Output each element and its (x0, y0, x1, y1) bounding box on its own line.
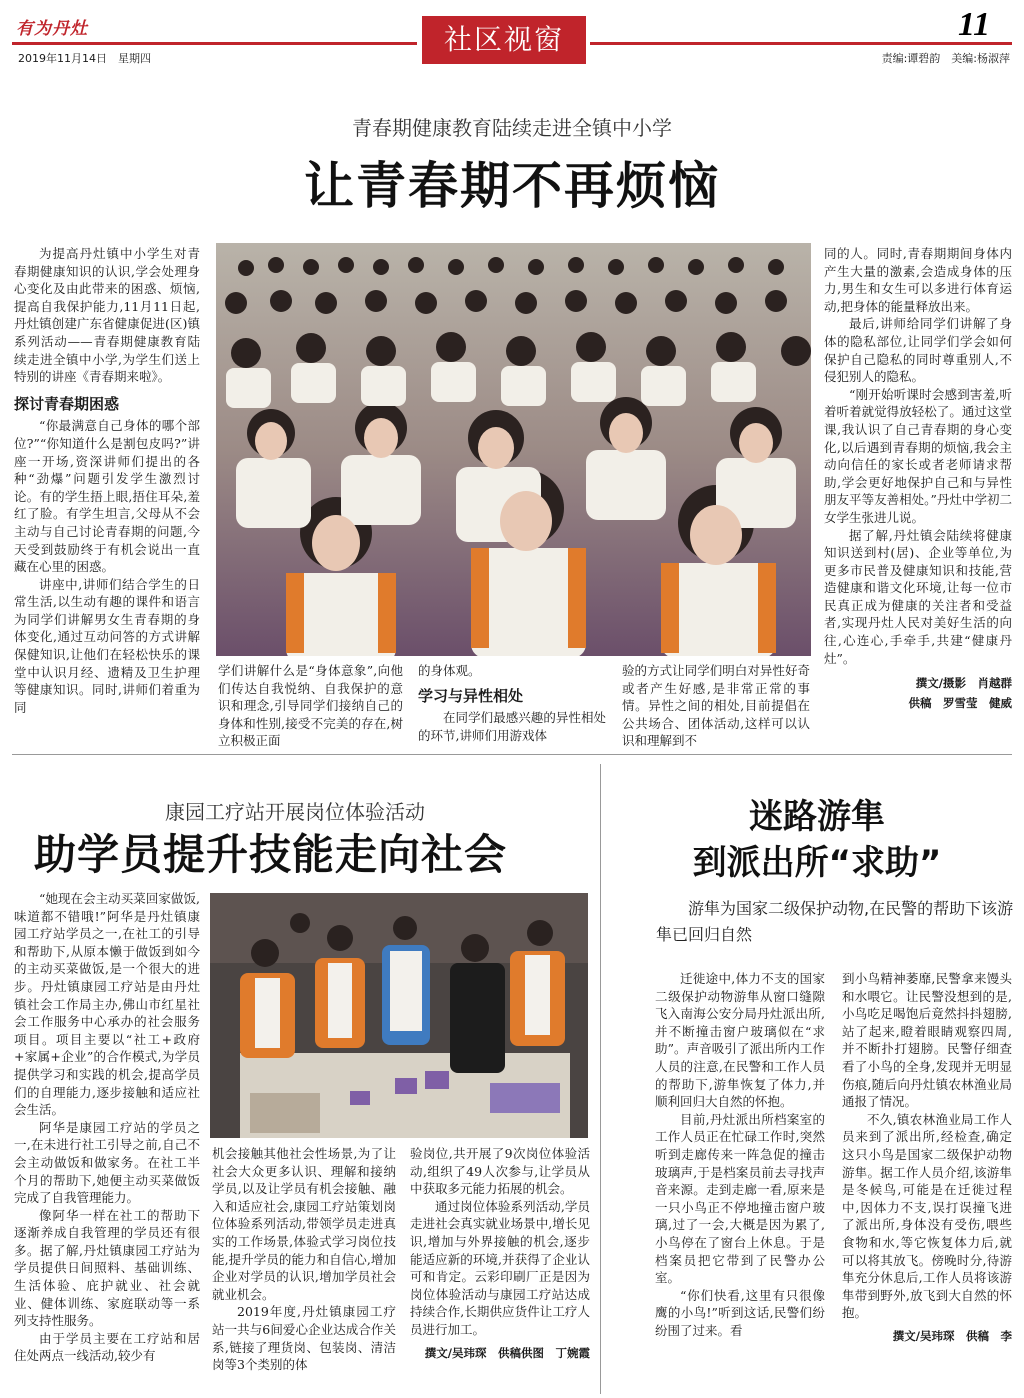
paragraph: 验岗位,共开展了9次岗位体验活动,组织了49人次参与,让学员从中获取多元能力拓展的机会。 (410, 1146, 590, 1197)
byline: 供稿 罗雪莹 健威 (908, 696, 1012, 711)
article2-column-3 (410, 1145, 590, 1363)
paragraph: 不久,镇农林渔业局工作人员来到了派出所,经检查,确定这只小鸟是国家二级保护动物游隼。据工作人员介绍,该游隼是冬候鸟,可能是在迁徙过程中,因体力不支,误打误撞飞进了派出所,身体没有受伤,喂些食物和水,等它恢复体力后,就可以将其放飞。傍晚时分,待游隼充分休息后,工作人员将该游隼带到野外,放飞到大自然的怀抱。 (842, 1111, 1012, 1321)
masthead-logo: 有为丹灶 (16, 19, 88, 39)
article2-subtitle: 康园工疗站开展岗位体验活动 (165, 800, 425, 824)
article3-column-1 (655, 970, 825, 1339)
paragraph: 为提高丹灶镇中小学生对青春期健康知识的认识,学会处理身心变化及由此带来的困惑、烦恼,提高自我保护能力,11月11日起,丹灶镇创建广东省健康促进(区)镇系列活动——青春期健康教育陆续走进全镇中小学,为学生们送上特别的讲座《青春期来啦》。 (14, 246, 200, 385)
paragraph: 通过岗位体验系列活动,学员走进社会真实就业场景中,增长见识,增加与外界接触的机会,逐步能适应新的环境,并获得了企业认可和肯定。云彩印刷厂正是因为岗位体验活动与康园工疗站达成持续合作,长期供应货件让工疗人员进行加工。 (410, 1198, 590, 1337)
section-heading: 探讨青春期困惑 (14, 394, 120, 413)
paragraph: “刚开始听课时会感到害羞,听着听着就觉得放轻松了。通过这堂课,我认识了自己青春期的身心变化,以后遇到青春期的烦恼,我会主动向信任的家长或者老师请求帮助,学会更好地保护自己和与异性朋友平等友善相处。”丹灶中学初二女学生张进儿说。 (824, 386, 1012, 525)
paragraph: 阿华是康园工疗站的学员之一,在未进行社工引导之前,自己不会主动做饭和做家务。在社工半个月的帮助下,她便主动买菜做饭完成了自我管理能力。 (14, 1119, 200, 1206)
paragraph: “她现在会主动买菜回家做饭,味道都不错哦!”阿华是丹灶镇康园工疗站学员之一,在社工的引导和帮助下,从原本懒于做饭到如今的主动买菜做饭,是一个很大的进步。丹灶镇康园工疗站是由丹灶镇社会工作局主办,佛山市红星社会工作服务中心承办的社会服务项目。项目主要以“社工+政府+家属+企业”的合作模式,为学员提供学习和实践的机会,提高学员们的自理能力,逐步接触和适应社会生活。 (14, 891, 200, 1118)
byline: 撰文/摄影 肖越群 (915, 676, 1012, 691)
article1-column-4 (622, 662, 810, 750)
article1-column-1 (14, 245, 200, 716)
article1-column-5 (824, 245, 1012, 713)
article3-title-line2: 到派出所“求助” (692, 843, 942, 883)
paragraph: “你最满意自己身体的哪个部位?”“你知道什么是割包皮吗?”讲座一开场,资深讲师们提出的各种“劲爆”问题引发学生激烈讨论。有的学生捂上眼,捂住耳朵,羞红了脸。有学生坦言,父母从不会主动与自己讨论青春期的问题,今天受到鼓励终于有机会说出一直藏在心里的困惑。 (14, 418, 200, 575)
paragraph: 机会接触其他社会性场景,为了让社会大众更多认识、理解和接纳学员,以及让学员有机会接触、融入和适应社会,康园工疗站策划岗位体验系列活动,带领学员走进真实的工作场景,体验式学习岗位技能,提升学员的能力和自信心,增加企业对学员的认识,增加学员社会就业机会。 (212, 1146, 396, 1302)
paragraph: 由于学员主要在工疗站和居住处两点一线活动,较少有 (14, 1330, 200, 1364)
paragraph: 验的方式让同学们明白对异性好奇或者产生好感,是非常正常的事情。异性之间的相处,目前提倡在公共场合、团体活动,这样可以认识和理解到不 (622, 663, 810, 749)
article3-column-2 (842, 970, 1012, 1346)
page-number: 11 (958, 6, 991, 43)
article2-column-2 (212, 1145, 396, 1374)
issue-date: 2019年11月14日 星期四 (18, 52, 151, 65)
paragraph: 学们讲解什么是“身体意象”,向他们传达自我悦纳、自我保护的意识和理念,引导同学们接纳自己的身体和性别,接受不完美的存在,树立积极正面 (218, 663, 403, 749)
paragraph: 同的人。同时,青春期期间身体内产生大量的激素,会造成身体的压力,男生和女生可以多进行体育运动,把身体的能量释放出来。 (824, 246, 1012, 314)
article1-column-2 (218, 662, 403, 750)
paragraph: 在同学们最感兴趣的异性相处的环节,讲师们用游戏体 (418, 710, 606, 743)
students-lecture-photo (216, 243, 811, 656)
article1-subtitle: 青春期健康教育陆续走进全镇中小学 (352, 116, 672, 140)
paragraph: 像阿华一样在社工的帮助下逐渐养成自我管理的学员还有很多。据了解,丹灶镇康园工疗站为学员提供日间照料、基础训练、生活体验、庇护就业、社会就业、健体训练、家庭联动等一系列支持性服务。 (14, 1207, 200, 1329)
section-divider (12, 754, 1012, 755)
column-divider (600, 764, 601, 1394)
article3-lead: 游隼为国家二级保护动物,在民警的帮助下该游隼已回归自然 (656, 899, 1014, 944)
section-banner: 社区视窗 (422, 16, 586, 64)
article3-title-line1: 迷路游隼 (749, 797, 885, 837)
paragraph: “你们快看,这里有只很像鹰的小鸟!”听到这话,民警们纷纷围了过来。看 (655, 1287, 825, 1338)
paragraph: 最后,讲师给同学们讲解了身体的隐私部位,让同学们学会如何保护自己隐私的同时尊重别人,不侵犯别人的隐私。 (824, 316, 1012, 385)
paragraph: 讲座中,讲师们结合学生的日常生活,以生动有趣的课件和语言为同学们讲解男女生青春期的身体变化,通过互动问答的方式讲解保健知识,让他们在轻松快乐的课堂中认识月经、遗精及卫生护理等健康知识。同时,讲师们着重为同 (14, 576, 200, 715)
article2-column-1 (14, 890, 200, 1365)
workshop-photo (210, 893, 588, 1138)
paragraph: 迁徙途中,体力不支的国家二级保护动物游隼从窗口缝隙飞入南海公安分局丹灶派出所,并不断撞击窗户玻璃似在“求助”。声音吸引了派出所内工作人员的注意,在民警和工作人员的帮助下,游隼恢复了体力,并顺利回归大自然的怀抱。 (655, 971, 825, 1110)
byline: 撰文/吴玮琛 供稿供图 丁婉霞 (424, 1345, 590, 1360)
article2-title: 助学员提升技能走向社会 (34, 830, 508, 879)
article1-title: 让青春期不再烦恼 (304, 157, 720, 215)
header-rule-left (12, 42, 417, 45)
paragraph: 到小鸟精神萎靡,民警拿来馒头和水喂它。让民警没想到的是,小鸟吃足喝饱后竟然抖抖翅膀,站了起来,瞪着眼睛观察四周,并不断扑打翅膀。民警仔细查看了小鸟的全身,发现并无明显伤痕,随后向丹灶镇农林渔业局通报了情况。 (842, 971, 1012, 1110)
byline: 撰文/吴玮琛 供稿 李 (892, 1328, 1012, 1343)
article1-column-3 (418, 662, 606, 744)
paragraph: 目前,丹灶派出所档案室的工作人员正在忙碌工作时,突然听到走廊传来一阵急促的撞击玻璃声,于是档案员前去寻找声音来源。走到走廊一看,原来是一只小鸟正不停地撞击窗户玻璃,过了一会,大概是因为累了,小鸟停在了窗台上休息。于是档案员把它带到了民警办公室。 (655, 1111, 825, 1286)
paragraph: 2019年度,丹灶镇康园工疗站一共与6间爱心企业达成合作关系,链接了理货岗、包装岗、清洁岗等3个类别的体 (212, 1304, 396, 1373)
header-rule-right (590, 42, 1012, 45)
section-heading: 学习与异性相处 (418, 686, 524, 705)
paragraph: 的身体观。 (418, 663, 481, 678)
editors-credit: 责编:谭碧韵 美编:杨淑萍 (881, 52, 1010, 65)
paragraph: 据了解,丹灶镇会陆续将健康知识送到村(居)、企业等单位,为更多市民普及健康知识和技能,营造健康和谐文化环境,让每一位市民真正成为健康的关注者和受益者,实现丹灶人民对美好生活的向往,心连心,手牵手,共建“健康丹灶”。 (824, 527, 1012, 666)
